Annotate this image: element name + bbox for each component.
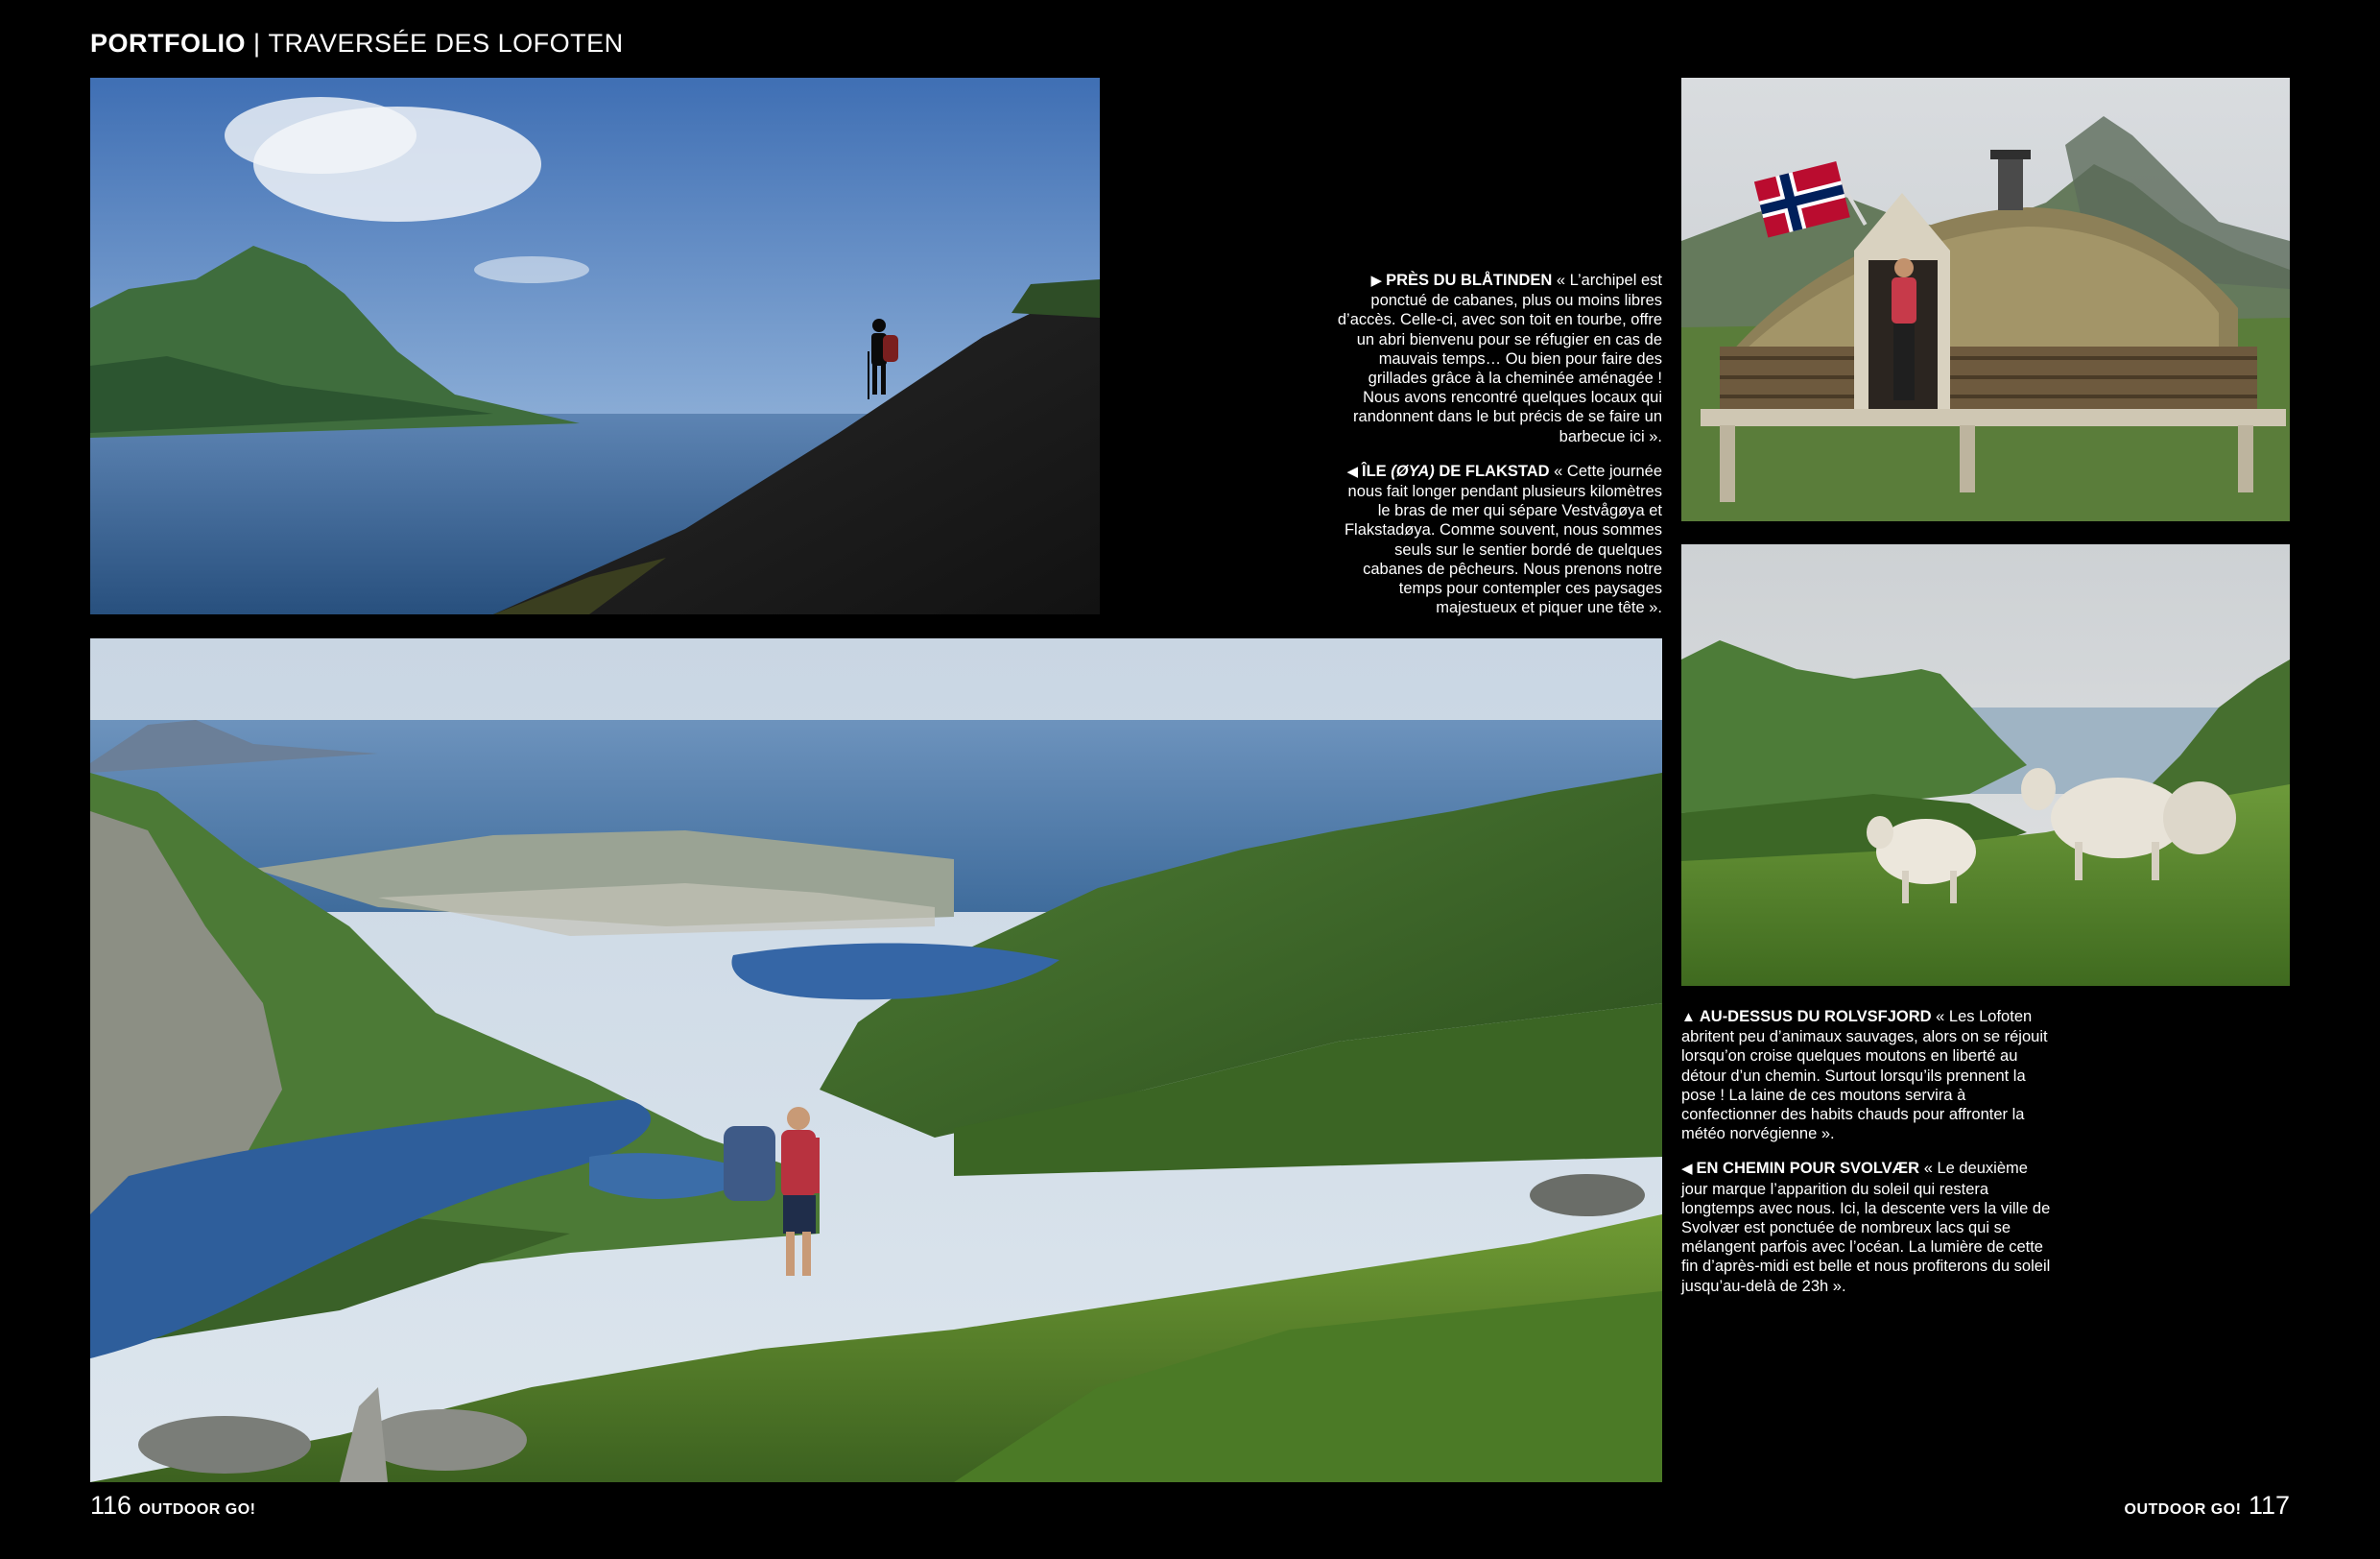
page-number-right: 117 bbox=[2248, 1491, 2290, 1520]
section-label: PORTFOLIO bbox=[90, 29, 246, 58]
arrow-right-icon: ▶ bbox=[1370, 273, 1383, 289]
caption-au-dessus-du-rolvsfjord bbox=[1681, 1007, 2056, 1143]
folio-right bbox=[2125, 1491, 2291, 1521]
captions-top-right bbox=[1334, 271, 1662, 633]
portfolio-title: TRAVERSÉE DES LOFOTEN bbox=[268, 29, 624, 58]
header-separator: | bbox=[253, 29, 261, 58]
page-header bbox=[90, 29, 624, 59]
arrow-up-icon: ▲ bbox=[1681, 1009, 1696, 1025]
captions-bottom-right bbox=[1681, 1007, 2056, 1311]
caption-pres-du-blatinden bbox=[1334, 271, 1662, 446]
caption-text: « Le deuxième jour marque l’apparition du soleil qui restera longtemps avec nous. Ici, la descente vers la ville de Svolvær est ponctuée de nombreux lacs qui se mélangent parfois avec l’océan. La lumière de cette fin d’après-midi est belle et nous profiterons du soleil jusqu’au-delà de 23h ». bbox=[1681, 1160, 2051, 1295]
arrow-left-icon: ◀ bbox=[1346, 463, 1358, 480]
caption-ile-de-flakstad bbox=[1334, 462, 1662, 618]
caption-text: « Les Lofoten abritent peu d’animaux sauvages, alors on se réjouit lorsqu’on croise quelques moutons en liberté au détour d’un chemin. Surtout lorsqu’ils prennent la pose ! La laine de ces moutons servira à confectionner des habits chauds pour affronter la météo norvégienne ». bbox=[1681, 1008, 2048, 1143]
photo-hiker-above-svolvaer bbox=[90, 638, 1662, 1482]
caption-title: EN CHEMIN POUR SVOLVÆR bbox=[1696, 1160, 1920, 1178]
caption-text: « L’archipel est ponctué de cabanes, plus ou moins libres d’accès. Celle-ci, avec son toit en tourbe, offre un abri bienvenu pour se réfugier en cas de mauvais temps… Ou bien pour faire des grillades grâce à la cheminée aménagée ! Nous avons rencontré quelques locaux qui randonnent dans le but précis de se faire un barbecue ici ». bbox=[1337, 272, 1662, 445]
caption-title: PRÈS DU BLÅTINDEN bbox=[1386, 272, 1553, 289]
photo-hiker-fjord-silhouette bbox=[90, 78, 1100, 614]
caption-title-italic: (ØYA) bbox=[1391, 462, 1435, 480]
caption-text: « Cette journée nous fait longer pendant plusieurs kilomètres le bras de mer qui sépare Vestvågøya et Flakstadøya. Comme souvent, nous sommes seuls sur le sentier bordé de quelques cabanes de pêcheurs. Nous prenons notre temps pour contempler ces paysages majestueux et piquer une tête ». bbox=[1344, 462, 1662, 617]
magazine-name-left: OUTDOOR GO! bbox=[138, 1501, 256, 1518]
caption-title: AU-DESSUS DU ROLVSFJORD bbox=[1699, 1008, 1932, 1025]
page-number-left: 116 bbox=[90, 1491, 132, 1520]
photo-sheep-rolvsfjord bbox=[1681, 544, 2290, 986]
caption-title: ÎLE bbox=[1362, 462, 1392, 480]
caption-title: DE FLAKSTAD bbox=[1434, 462, 1550, 480]
arrow-left-icon: ◀ bbox=[1681, 1161, 1693, 1178]
photo-turf-roof-cabin-flag bbox=[1681, 78, 2290, 521]
magazine-name-right: OUTDOOR GO! bbox=[2124, 1501, 2242, 1518]
caption-en-chemin-pour-svolvaer bbox=[1681, 1159, 2056, 1295]
folio-left bbox=[90, 1491, 256, 1521]
